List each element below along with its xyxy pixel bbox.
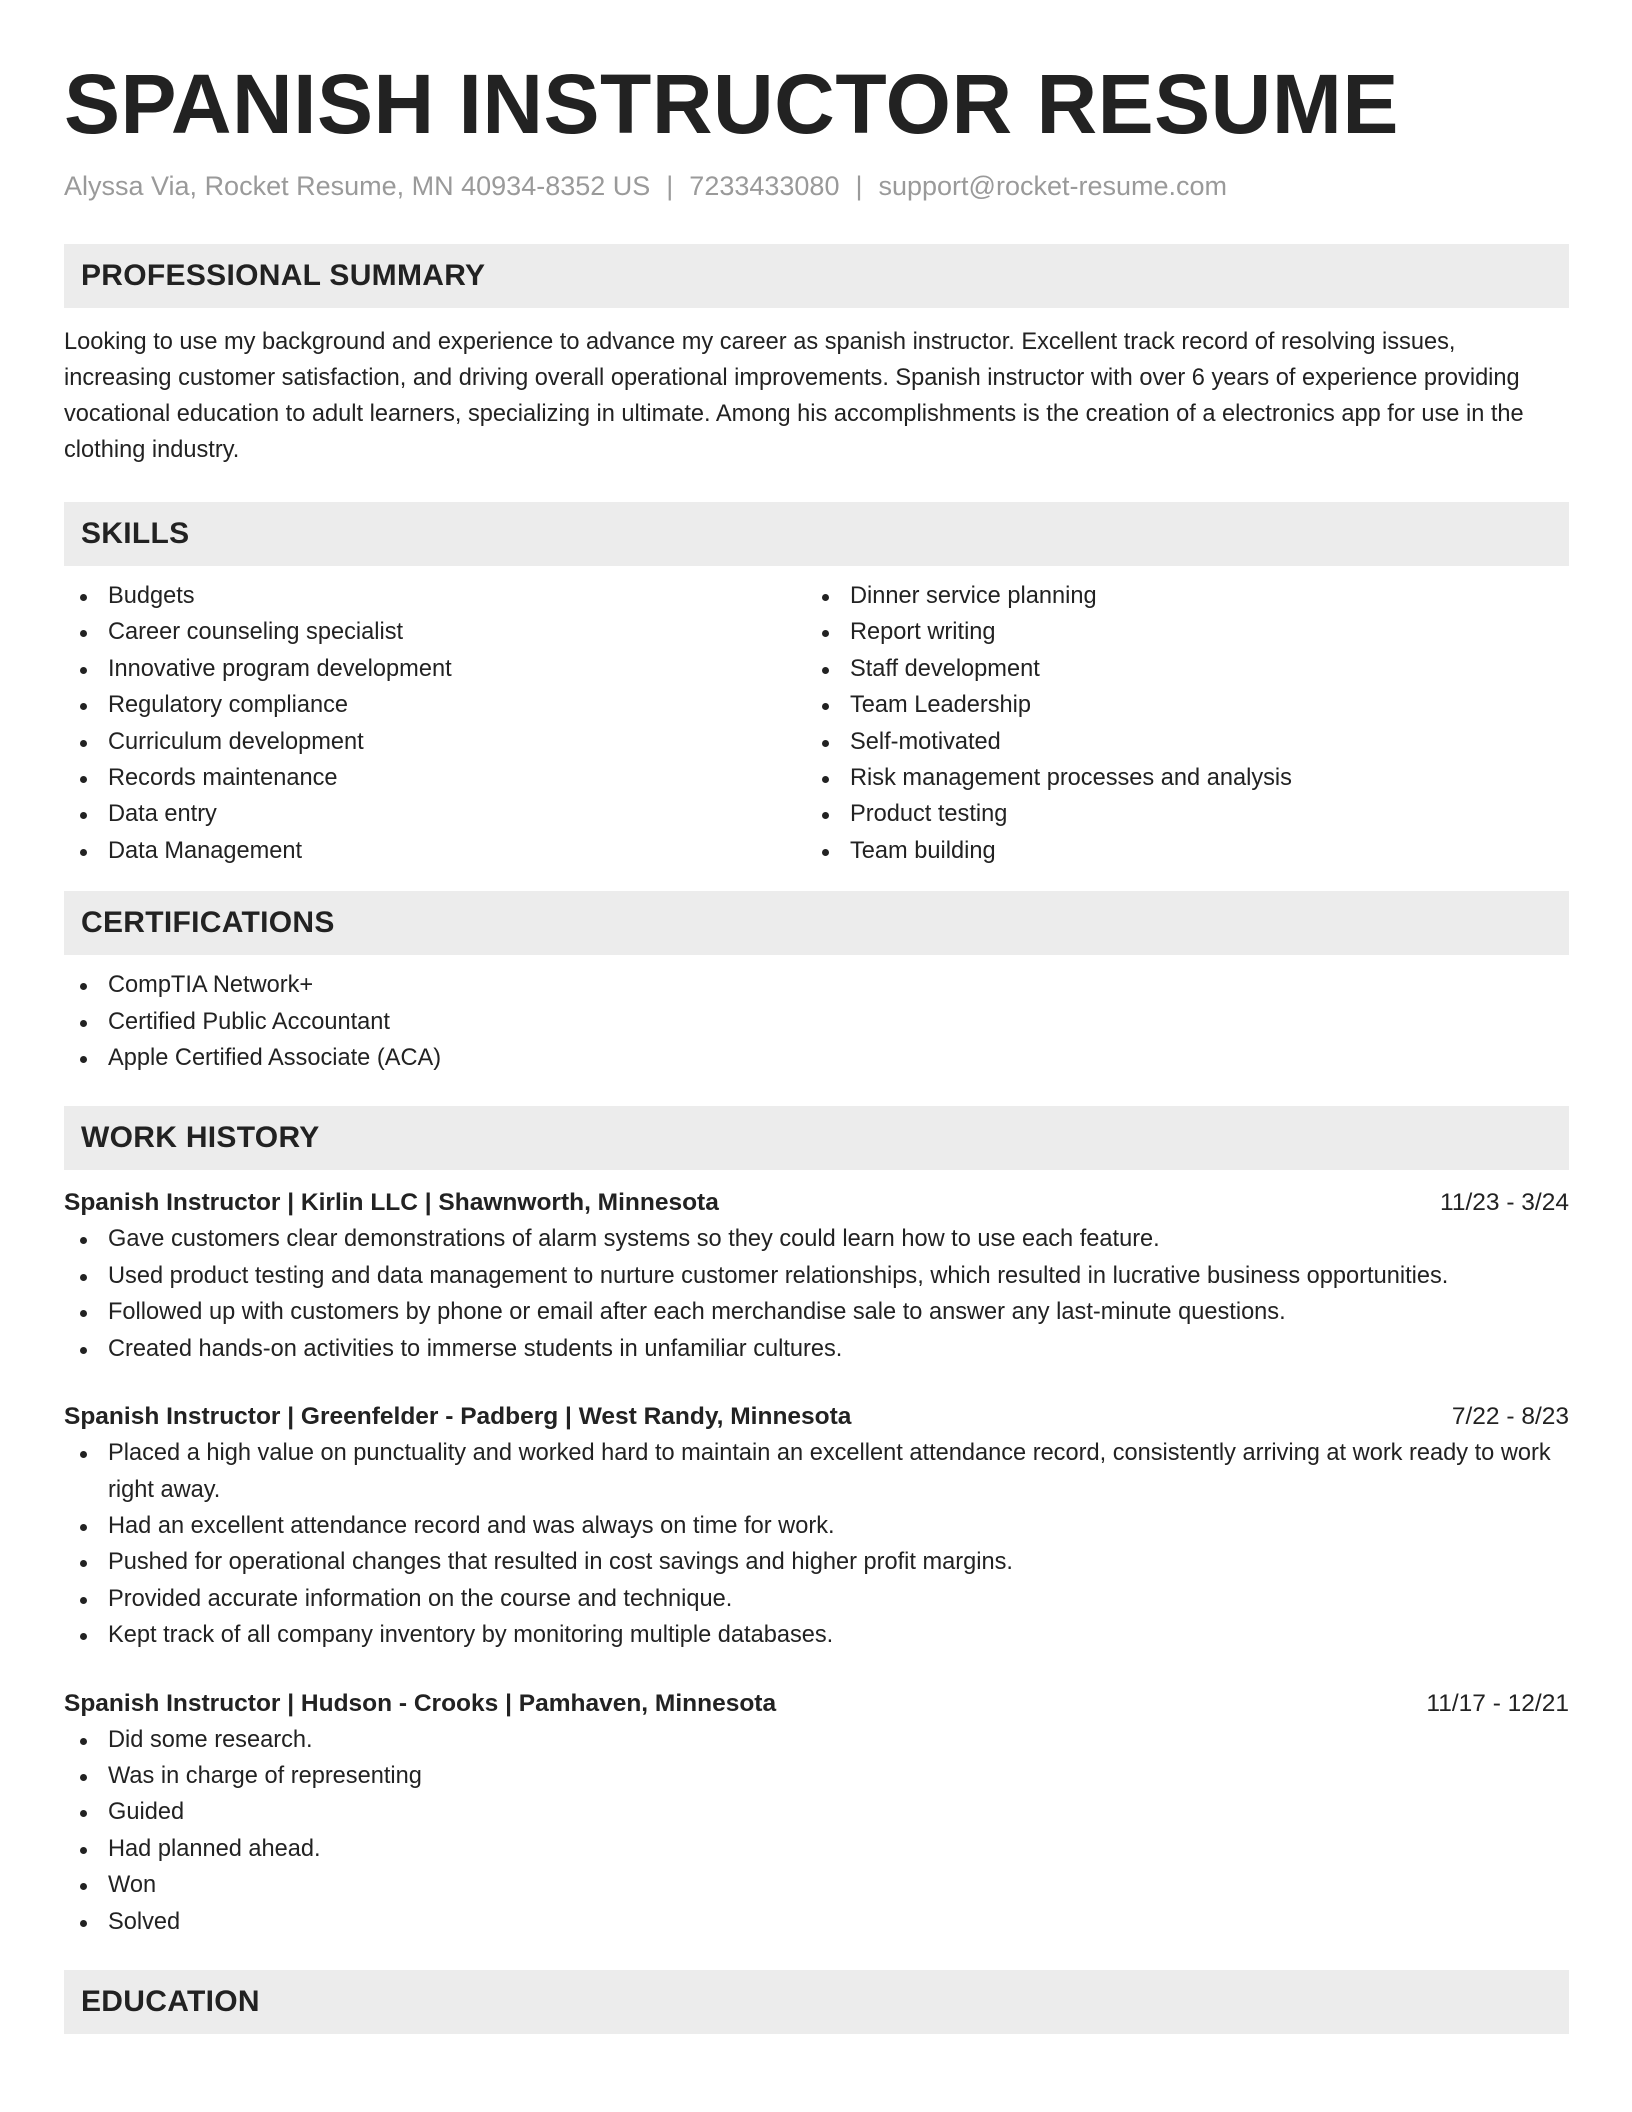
job-bullets	[64, 1435, 1569, 1653]
list-item: Staff development	[806, 651, 1548, 687]
list-item: Budgets	[64, 578, 806, 614]
job-entry	[64, 1686, 1569, 1940]
list-item: Had an excellent attendance record and was always on time for work.	[64, 1508, 1569, 1544]
job-title: Spanish Instructor | Hudson - Crooks | Pamhaven, Minnesota	[64, 1689, 777, 1717]
list-item: Pushed for operational changes that resulted in cost savings and higher profit margins.	[64, 1544, 1569, 1580]
list-item: Guided	[64, 1794, 1569, 1830]
job-dates: 7/22 - 8/23	[1451, 1403, 1569, 1431]
list-item: Team Leadership	[806, 687, 1548, 723]
list-item: Dinner service planning	[806, 578, 1548, 614]
skills-list	[64, 578, 1569, 869]
job-title: Spanish Instructor | Greenfelder - Padberg | West Randy, Minnesota	[64, 1403, 852, 1431]
list-item: Regulatory compliance	[64, 687, 806, 723]
contact-phone: 7233433080	[689, 171, 840, 201]
list-item: Did some research.	[64, 1722, 1569, 1758]
list-item: Product testing	[806, 796, 1548, 832]
section-title: PROFESSIONAL SUMMARY	[81, 259, 486, 292]
job-title: Spanish Instructor | Kirlin LLC | Shawnworth, Minnesota	[64, 1189, 719, 1217]
list-item: Won	[64, 1867, 1569, 1903]
list-item: Certified Public Accountant	[64, 1004, 1569, 1040]
job-bullets	[64, 1722, 1569, 1940]
section-header-education	[64, 1970, 1569, 2034]
section-title: SKILLS	[81, 517, 190, 550]
list-item: Records maintenance	[64, 760, 806, 796]
list-item: CompTIA Network+	[64, 967, 1569, 1003]
list-item: Placed a high value on punctuality and worked hard to maintain an excellent attendance record, consistently arriving at work ready to work right away.	[64, 1435, 1569, 1508]
section-header-certifications	[64, 891, 1569, 955]
section-header-work-history	[64, 1106, 1569, 1170]
skills-column-right	[806, 578, 1548, 869]
job-entry	[64, 1185, 1569, 1367]
contact-line	[64, 168, 1569, 204]
summary-text: Looking to use my background and experience to advance my career as spanish instructor. Excellent track record of resolving issues, increasing customer satisfaction, and driving overall operational improvements. Spanish instructor with over 6 years of experience providing vocational education to adult learners, specializing in ultimate. Among his accomplishments is the creation of a electronics app for use in the clothing industry.	[64, 329, 1524, 463]
list-item: Career counseling specialist	[64, 614, 806, 650]
job-header	[64, 1686, 1569, 1722]
contact-email: support@rocket-resume.com	[878, 171, 1228, 201]
list-item: Team building	[806, 833, 1548, 869]
certifications-list	[64, 967, 1569, 1076]
list-item: Solved	[64, 1904, 1569, 1940]
list-item: Apple Certified Associate (ACA)	[64, 1040, 1569, 1076]
job-header	[64, 1185, 1569, 1221]
section-title: CERTIFICATIONS	[81, 906, 335, 940]
list-item: Curriculum development	[64, 724, 806, 760]
job-dates: 11/23 - 3/24	[1440, 1189, 1569, 1217]
list-item: Data entry	[64, 796, 806, 832]
contact-separator: |	[855, 171, 863, 201]
contact-separator: |	[666, 171, 674, 201]
list-item: Was in charge of representing	[64, 1758, 1569, 1794]
list-item: Had planned ahead.	[64, 1831, 1569, 1867]
job-dates: 11/17 - 12/21	[1426, 1689, 1569, 1717]
job-header	[64, 1399, 1569, 1435]
list-item: Risk management processes and analysis	[806, 760, 1548, 796]
job-entry	[64, 1399, 1569, 1653]
list-item: Innovative program development	[64, 651, 806, 687]
list-item: Followed up with customers by phone or email after each merchandise sale to answer any last-minute questions.	[64, 1294, 1569, 1330]
contact-address: Alyssa Via, Rocket Resume, MN 40934-8352 US	[64, 171, 651, 201]
list-item: Provided accurate information on the course and technique.	[64, 1581, 1569, 1617]
section-title: EDUCATION	[81, 1984, 260, 2018]
section-header-summary	[64, 244, 1569, 308]
section-title: WORK HISTORY	[81, 1121, 320, 1155]
job-bullets	[64, 1221, 1569, 1367]
list-item: Used product testing and data management to nurture customer relationships, which resulted in lucrative business opportunities.	[64, 1258, 1569, 1294]
resume-title: SPANISH INSTRUCTOR RESUME	[64, 57, 1399, 151]
list-item: Report writing	[806, 614, 1548, 650]
list-item: Data Management	[64, 833, 806, 869]
list-item: Gave customers clear demonstrations of alarm systems so they could learn how to use each feature.	[64, 1221, 1569, 1257]
list-item: Kept track of all company inventory by monitoring multiple databases.	[64, 1617, 1569, 1653]
section-header-skills	[64, 502, 1569, 566]
list-item: Created hands-on activities to immerse students in unfamiliar cultures.	[64, 1331, 1569, 1367]
list-item: Self-motivated	[806, 724, 1548, 760]
skills-column-left	[64, 578, 806, 869]
